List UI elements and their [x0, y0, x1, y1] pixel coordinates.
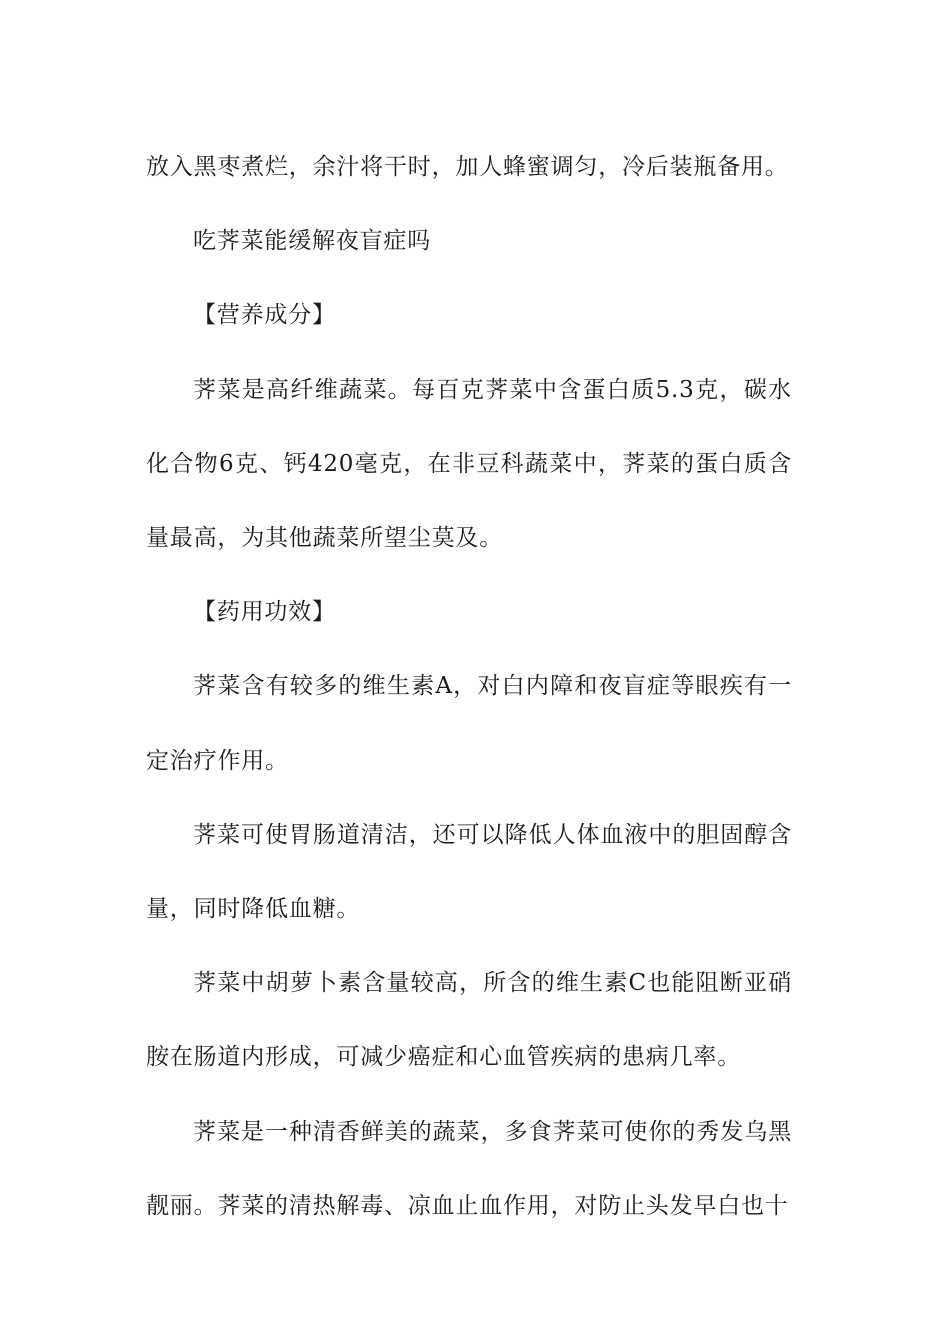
paragraph-continuation: 放入黑枣煮烂，余汁将干时，加人蜂蜜调匀，冷后装瓶备用。 [146, 154, 789, 180]
medicinal-paragraph-carotene: 荠菜中胡萝卜素含量较高，所含的维生素C也能阻断亚硝胺在肠道内形成，可减少癌症和心血管疾病的患病几率。 [146, 970, 792, 1071]
medicinal-heading: 【药用功效】 [193, 599, 336, 626]
nutrition-heading: 【营养成分】 [193, 302, 336, 329]
document-body [146, 130, 792, 1243]
nutrition-paragraph: 荠菜是高纤维蔬菜。每百克荠菜中含蛋白质5.3克，碳水化合物6克、钙420毫克，在非豆科蔬菜中，荠菜的蛋白质含量最高，为其他蔬菜所望尘莫及。 [146, 376, 792, 552]
medicinal-paragraph-cholesterol: 荠菜可使胃肠道清洁，还可以降低人体血液中的胆固醇含量，同时降低血糖。 [146, 821, 792, 923]
medicinal-paragraph-hair: 荠菜是一种清香鲜美的蔬菜，多食荠菜可使你的秀发乌黑靓丽。荠菜的清热解毒、凉血止血作用，对防止头发早白也十 [146, 1118, 792, 1219]
medicinal-paragraph-vitamin-a: 荠菜含有较多的维生素A，对白内障和夜盲症等眼疾有一定治疗作用。 [146, 673, 792, 774]
section-question-heading: 吃荠菜能缓解夜盲症吗 [193, 228, 431, 255]
